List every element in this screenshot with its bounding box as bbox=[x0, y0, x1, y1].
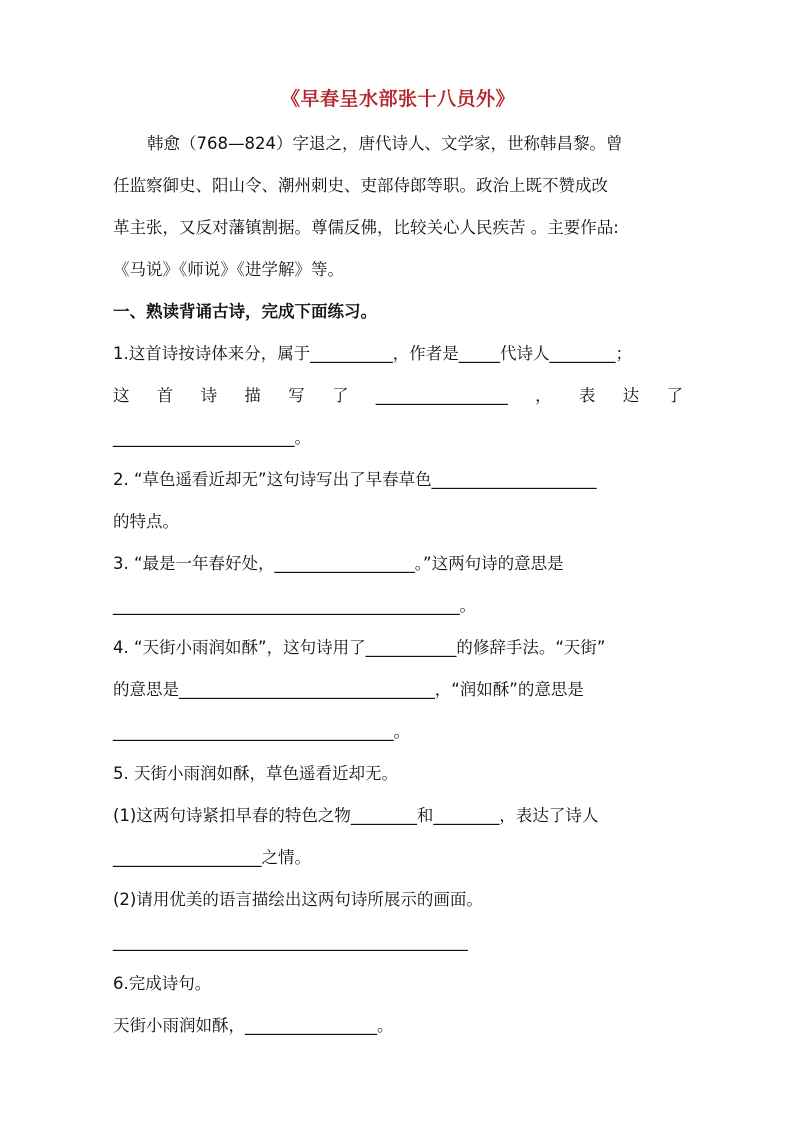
q1-word: 了 bbox=[666, 386, 683, 405]
q4-line-3: __________________________________。 bbox=[113, 722, 410, 741]
q2-line-1: 2. “草色遥看近却无”这句诗写出了早春草色____________________ bbox=[113, 470, 597, 489]
q3-line-1: 3. “最是一年春好处，_________________。”这两句诗的意思是 bbox=[113, 554, 564, 573]
worksheet-page bbox=[113, 84, 683, 1047]
q5-sub1-line-1: (1)这两句诗紧扣早春的特色之物________和________，表达了诗人 bbox=[113, 806, 599, 825]
q2-line-2: 的特点。 bbox=[113, 512, 179, 531]
question-3 bbox=[113, 543, 683, 627]
q1-line-3: ______________________。 bbox=[113, 428, 311, 447]
q6-line-2: 天街小雨润如酥，________________。 bbox=[113, 1016, 394, 1035]
intro-line-4: 《马说》《师说》《进学解》等。 bbox=[113, 260, 344, 279]
q1-word: 诗 bbox=[200, 386, 218, 405]
intro-line-2: 任监察御史、阳山令、潮州刺史、吏部侍郎等职。政治上既不赞成改 bbox=[113, 176, 608, 195]
q1-word: 了 bbox=[331, 386, 349, 405]
q1-word: 达 bbox=[622, 386, 640, 405]
q5-sub2-line-1: (2)请用优美的语言描绘出这两句诗所展示的画面。 bbox=[113, 890, 483, 909]
question-5 bbox=[113, 753, 683, 963]
q4-line-1: 4. “天街小雨润如酥”，这句诗用了___________的修辞手法。“天街” bbox=[113, 638, 606, 657]
q5-line-1: 5. 天街小雨润如酥，草色遥看近却无。 bbox=[113, 764, 398, 783]
author-intro bbox=[113, 123, 683, 291]
question-4 bbox=[113, 627, 683, 753]
q3-line-2: __________________________________________。 bbox=[113, 596, 476, 615]
q1-line-2 bbox=[113, 375, 683, 417]
q1-blank: ________________ bbox=[375, 386, 508, 405]
question-1 bbox=[113, 333, 683, 459]
section-heading: 一、熟读背诵古诗，完成下面练习。 bbox=[113, 302, 377, 321]
q1-word: 首 bbox=[156, 386, 174, 405]
q1-word: ， bbox=[535, 386, 552, 405]
intro-line-3: 革主张，又反对藩镇割据。尊儒反佛，比较关心人民疾苦 。主要作品: bbox=[113, 218, 619, 237]
q5-sub2-line-2: ___________________________________________ bbox=[113, 932, 468, 951]
page-title: 《早春呈水部张十八员外》 bbox=[280, 88, 515, 110]
question-2 bbox=[113, 459, 683, 543]
q1-word: 这 bbox=[113, 386, 130, 405]
q4-line-2: 的意思是_______________________________，“润如酥”的意思是 bbox=[113, 680, 584, 699]
question-6 bbox=[113, 963, 683, 1047]
intro-line-1: 韩愈（768—824）字退之，唐代诗人、文学家，世称韩昌黎。曾 bbox=[147, 134, 623, 153]
q5-sub1-line-2: __________________之情。 bbox=[113, 848, 311, 867]
q1-line-1: 1.这首诗按诗体来分，属于__________，作者是_____代诗人________； bbox=[113, 344, 632, 363]
q1-word: 写 bbox=[288, 386, 305, 405]
q1-word: 描 bbox=[244, 386, 261, 405]
q6-line-1: 6.完成诗句。 bbox=[113, 974, 212, 993]
q1-word: 表 bbox=[578, 386, 596, 405]
